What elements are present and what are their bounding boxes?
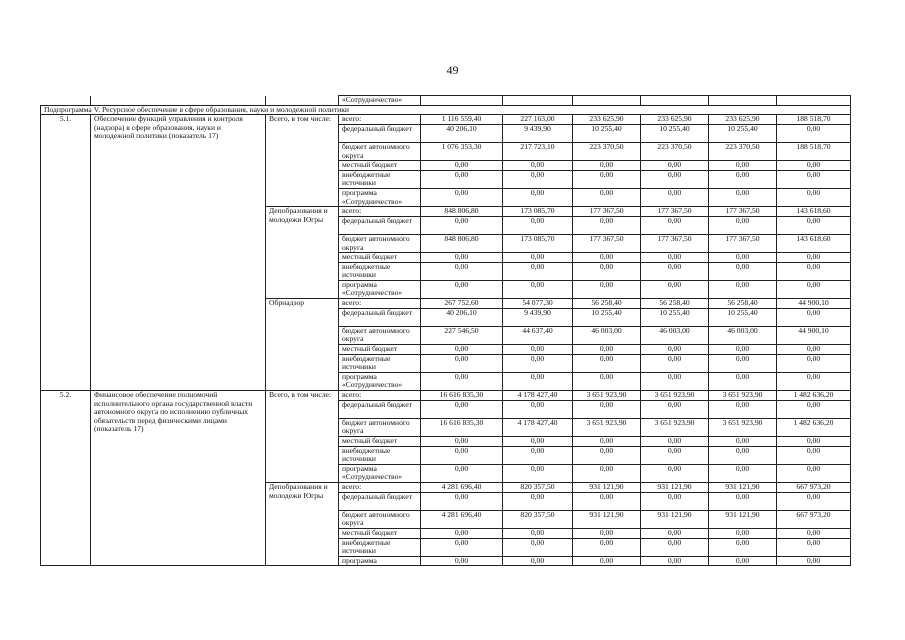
table-row bbox=[41, 115, 851, 125]
value-cell: 16 616 835,30 bbox=[421, 391, 503, 401]
value-cell: 0,00 bbox=[503, 345, 573, 355]
value-cell: 0,00 bbox=[421, 170, 503, 188]
value-cell: 227 546,50 bbox=[421, 326, 503, 344]
category-cell: бюджет автономного округа bbox=[339, 510, 421, 528]
value-cell: 3 651 923,90 bbox=[573, 391, 641, 401]
value-cell: 0,00 bbox=[777, 372, 851, 390]
value-cell: 0,00 bbox=[573, 354, 641, 372]
value-cell: 0,00 bbox=[503, 216, 573, 234]
value-cell: 0,00 bbox=[503, 464, 573, 482]
value-cell: 56 258,40 bbox=[641, 299, 709, 309]
category-cell: внебюджетные источники bbox=[339, 262, 421, 280]
value-cell: 4 178 427,40 bbox=[503, 391, 573, 401]
value-cell: 0,00 bbox=[641, 354, 709, 372]
category-cell: местный бюджет bbox=[339, 436, 421, 446]
value-cell: 10 255,40 bbox=[641, 308, 709, 326]
value-cell: 44 637,40 bbox=[503, 326, 573, 344]
value-cell: 267 752,60 bbox=[421, 299, 503, 309]
value-cell: 3 651 923,90 bbox=[709, 391, 777, 401]
value-cell: 0,00 bbox=[777, 161, 851, 171]
value-cell: 0,00 bbox=[777, 464, 851, 482]
value-cell: 0,00 bbox=[573, 253, 641, 263]
value-cell: 173 085,70 bbox=[503, 234, 573, 252]
category-cell: внебюджетные источники bbox=[339, 446, 421, 464]
value-cell: 0,00 bbox=[641, 280, 709, 298]
value-cell: 0,00 bbox=[573, 538, 641, 556]
value-cell: 177 367,50 bbox=[573, 234, 641, 252]
executor-cell: Обрнадзор bbox=[266, 299, 339, 391]
table-row bbox=[41, 96, 851, 106]
value-cell: 931 121,90 bbox=[709, 510, 777, 528]
value-cell: 1 116 559,40 bbox=[421, 115, 503, 125]
value-cell: 0,00 bbox=[709, 262, 777, 280]
category-cell: бюджет автономного округа bbox=[339, 142, 421, 160]
value-cell: 217 723,10 bbox=[503, 142, 573, 160]
value-cell: 1 482 636,20 bbox=[777, 418, 851, 436]
value-cell: 10 255,40 bbox=[641, 124, 709, 142]
value-cell: 9 439,90 bbox=[503, 124, 573, 142]
value-cell: 0,00 bbox=[709, 556, 777, 566]
value-cell: 0,00 bbox=[421, 436, 503, 446]
value-cell: 931 121,90 bbox=[709, 482, 777, 492]
value-cell: 10 255,40 bbox=[573, 308, 641, 326]
value-cell: 0,00 bbox=[777, 436, 851, 446]
section-number: 5.2. bbox=[41, 391, 91, 566]
value-cell: 667 973,20 bbox=[777, 510, 851, 528]
table-row bbox=[41, 391, 851, 401]
value-cell: 0,00 bbox=[777, 400, 851, 418]
value-cell: 233 625,90 bbox=[641, 115, 709, 125]
value-cell: 0,00 bbox=[573, 161, 641, 171]
value-cell: 10 255,40 bbox=[573, 124, 641, 142]
value-cell: 4 178 427,40 bbox=[503, 418, 573, 436]
value-cell: 40 206,10 bbox=[421, 124, 503, 142]
value-cell: 0,00 bbox=[709, 354, 777, 372]
value-cell: 0,00 bbox=[421, 262, 503, 280]
value-cell: 0,00 bbox=[709, 492, 777, 510]
category-cell: федеральный бюджет bbox=[339, 124, 421, 142]
category-cell: программа «Сотрудничество» bbox=[339, 372, 421, 390]
value-cell: 0,00 bbox=[503, 538, 573, 556]
value-cell: 233 625,90 bbox=[573, 115, 641, 125]
section-number: 5.1. bbox=[41, 115, 91, 391]
value-cell: 1 482 636,20 bbox=[777, 391, 851, 401]
value-cell: 0,00 bbox=[641, 345, 709, 355]
value-cell: 46 003,00 bbox=[641, 326, 709, 344]
value-cell: 0,00 bbox=[573, 170, 641, 188]
value-cell: 0,00 bbox=[709, 372, 777, 390]
category-cell: внебюджетные источники bbox=[339, 354, 421, 372]
value-cell: 848 806,80 bbox=[421, 207, 503, 217]
value-cell: 0,00 bbox=[421, 446, 503, 464]
executor-cell: Депобразования и молодежи Югры bbox=[266, 207, 339, 299]
category-cell: программа «Сотрудничество» bbox=[339, 464, 421, 482]
value-cell: 0,00 bbox=[709, 345, 777, 355]
value-cell: 10 255,40 bbox=[709, 308, 777, 326]
value-cell: 0,00 bbox=[503, 170, 573, 188]
executor-cell: Всего, в том числе: bbox=[266, 115, 339, 207]
value-cell: 0,00 bbox=[709, 161, 777, 171]
value-cell: 0,00 bbox=[503, 372, 573, 390]
value-cell: 0,00 bbox=[777, 528, 851, 538]
category-cell: федеральный бюджет bbox=[339, 400, 421, 418]
value-cell: 931 121,90 bbox=[573, 482, 641, 492]
value-cell: 0,00 bbox=[709, 280, 777, 298]
value-cell: 0,00 bbox=[777, 262, 851, 280]
value-cell: 931 121,90 bbox=[573, 510, 641, 528]
value-cell: 0,00 bbox=[421, 216, 503, 234]
value-cell: 0,00 bbox=[641, 262, 709, 280]
category-cell: бюджет автономного округа bbox=[339, 326, 421, 344]
value-cell: 0,00 bbox=[641, 253, 709, 263]
value-cell: 0,00 bbox=[503, 188, 573, 206]
value-cell: 0,00 bbox=[777, 446, 851, 464]
value-cell: 223 370,50 bbox=[641, 142, 709, 160]
value-cell: 0,00 bbox=[709, 464, 777, 482]
value-cell: 0,00 bbox=[421, 253, 503, 263]
category-cell: всего: bbox=[339, 207, 421, 217]
value-cell: 0,00 bbox=[641, 538, 709, 556]
value-cell: 143 618,60 bbox=[777, 207, 851, 217]
value-cell: 0,00 bbox=[641, 161, 709, 171]
value-cell: 4 281 696,40 bbox=[421, 482, 503, 492]
value-cell: 0,00 bbox=[421, 538, 503, 556]
value-cell: 56 258,40 bbox=[709, 299, 777, 309]
value-cell: 3 651 923,90 bbox=[641, 418, 709, 436]
table-body bbox=[41, 96, 851, 566]
value-cell: 0,00 bbox=[641, 372, 709, 390]
value-cell: 40 206,10 bbox=[421, 308, 503, 326]
value-cell: 0,00 bbox=[641, 400, 709, 418]
value-cell: 0,00 bbox=[709, 216, 777, 234]
value-cell: 0,00 bbox=[777, 345, 851, 355]
category-cell: федеральный бюджет bbox=[339, 308, 421, 326]
value-cell: 0,00 bbox=[503, 354, 573, 372]
value-cell: 223 370,50 bbox=[709, 142, 777, 160]
value-cell: 4 281 696,40 bbox=[421, 510, 503, 528]
value-cell: 0,00 bbox=[641, 446, 709, 464]
value-cell: 9 439,90 bbox=[503, 308, 573, 326]
value-cell: 3 651 923,90 bbox=[641, 391, 709, 401]
value-cell: 143 618,60 bbox=[777, 234, 851, 252]
value-cell: 0,00 bbox=[421, 528, 503, 538]
value-cell: 0,00 bbox=[777, 556, 851, 566]
value-cell: 0,00 bbox=[777, 354, 851, 372]
category-cell: местный бюджет bbox=[339, 161, 421, 171]
value-cell: 0,00 bbox=[573, 436, 641, 446]
category-cell: внебюджетные источники bbox=[339, 538, 421, 556]
value-cell: 0,00 bbox=[421, 354, 503, 372]
category-cell: федеральный бюджет bbox=[339, 492, 421, 510]
value-cell: 44 900,10 bbox=[777, 299, 851, 309]
category-cell: бюджет автономного округа bbox=[339, 234, 421, 252]
value-cell: 1 076 353,30 bbox=[421, 142, 503, 160]
value-cell: 0,00 bbox=[777, 170, 851, 188]
value-cell: 0,00 bbox=[503, 161, 573, 171]
value-cell: 0,00 bbox=[777, 188, 851, 206]
category-cell: программа bbox=[339, 556, 421, 566]
page-number: 49 bbox=[446, 63, 459, 77]
budget-table bbox=[40, 95, 851, 566]
value-cell: 46 003,00 bbox=[573, 326, 641, 344]
value-cell: 0,00 bbox=[709, 253, 777, 263]
value-cell: 0,00 bbox=[503, 400, 573, 418]
section-title: Обеспечение функций управления и контроля (надзора) в сфере образования, науки и молодежной политики (показатель 17) bbox=[91, 115, 266, 391]
value-cell: 0,00 bbox=[709, 188, 777, 206]
value-cell: 44 900,10 bbox=[777, 326, 851, 344]
value-cell: 0,00 bbox=[421, 161, 503, 171]
value-cell: 3 651 923,90 bbox=[709, 418, 777, 436]
value-cell: 0,00 bbox=[421, 492, 503, 510]
category-cell: «Сотрудничество» bbox=[339, 96, 421, 106]
value-cell: 0,00 bbox=[573, 400, 641, 418]
value-cell: 0,00 bbox=[641, 436, 709, 446]
value-cell: 223 370,50 bbox=[573, 142, 641, 160]
value-cell: 177 367,50 bbox=[641, 207, 709, 217]
value-cell: 0,00 bbox=[777, 216, 851, 234]
category-cell: программа «Сотрудничество» bbox=[339, 280, 421, 298]
value-cell: 46 003,00 bbox=[709, 326, 777, 344]
value-cell: 0,00 bbox=[777, 124, 851, 142]
value-cell: 0,00 bbox=[503, 253, 573, 263]
value-cell: 0,00 bbox=[503, 492, 573, 510]
value-cell: 3 651 923,90 bbox=[573, 418, 641, 436]
value-cell: 0,00 bbox=[503, 528, 573, 538]
value-cell: 0,00 bbox=[503, 262, 573, 280]
category-cell: всего: bbox=[339, 115, 421, 125]
value-cell: 0,00 bbox=[777, 308, 851, 326]
value-cell: 233 625,90 bbox=[709, 115, 777, 125]
value-cell: 0,00 bbox=[503, 436, 573, 446]
value-cell: 0,00 bbox=[573, 372, 641, 390]
value-cell: 0,00 bbox=[777, 253, 851, 263]
value-cell: 0,00 bbox=[641, 464, 709, 482]
value-cell: 0,00 bbox=[573, 345, 641, 355]
value-cell: 0,00 bbox=[573, 446, 641, 464]
value-cell: 227 163,00 bbox=[503, 115, 573, 125]
value-cell: 820 357,50 bbox=[503, 482, 573, 492]
value-cell: 177 367,50 bbox=[641, 234, 709, 252]
value-cell: 0,00 bbox=[573, 188, 641, 206]
value-cell: 0,00 bbox=[709, 436, 777, 446]
value-cell: 0,00 bbox=[573, 464, 641, 482]
value-cell: 0,00 bbox=[573, 216, 641, 234]
value-cell: 188 518,70 bbox=[777, 115, 851, 125]
value-cell: 16 616 835,30 bbox=[421, 418, 503, 436]
category-cell: программа «Сотрудничество» bbox=[339, 188, 421, 206]
section-title: Финансовое обеспечение полномочий исполнительного органа государственной власти автономного округа по исполнению публичных обязательств перед физическими лицами (показатель 17) bbox=[91, 391, 266, 566]
value-cell: 0,00 bbox=[641, 556, 709, 566]
value-cell: 0,00 bbox=[573, 556, 641, 566]
value-cell: 0,00 bbox=[709, 446, 777, 464]
subprogram-title: Подпрограмма V. Ресурсное обеспечение в сфере образования, науки и молодежной политики bbox=[41, 105, 851, 115]
value-cell: 931 121,90 bbox=[641, 482, 709, 492]
value-cell: 0,00 bbox=[573, 492, 641, 510]
value-cell: 0,00 bbox=[777, 280, 851, 298]
value-cell: 0,00 bbox=[503, 280, 573, 298]
value-cell: 10 255,40 bbox=[709, 124, 777, 142]
value-cell: 0,00 bbox=[421, 464, 503, 482]
value-cell: 0,00 bbox=[503, 556, 573, 566]
value-cell: 0,00 bbox=[709, 170, 777, 188]
category-cell: всего: bbox=[339, 482, 421, 492]
category-cell: всего: bbox=[339, 299, 421, 309]
category-cell: местный бюджет bbox=[339, 253, 421, 263]
value-cell: 0,00 bbox=[573, 262, 641, 280]
value-cell: 188 518,70 bbox=[777, 142, 851, 160]
value-cell: 177 367,50 bbox=[709, 234, 777, 252]
value-cell: 0,00 bbox=[503, 446, 573, 464]
value-cell: 0,00 bbox=[421, 372, 503, 390]
category-cell: всего: bbox=[339, 391, 421, 401]
value-cell: 0,00 bbox=[641, 188, 709, 206]
value-cell: 56 258,40 bbox=[573, 299, 641, 309]
executor-cell: Всего, в том числе: bbox=[266, 391, 339, 483]
value-cell: 0,00 bbox=[421, 400, 503, 418]
value-cell: 177 367,50 bbox=[573, 207, 641, 217]
subprogram-row bbox=[41, 105, 851, 115]
value-cell: 0,00 bbox=[709, 538, 777, 556]
value-cell: 0,00 bbox=[421, 188, 503, 206]
value-cell: 931 121,90 bbox=[641, 510, 709, 528]
value-cell: 0,00 bbox=[641, 216, 709, 234]
value-cell: 0,00 bbox=[641, 528, 709, 538]
category-cell: местный бюджет bbox=[339, 528, 421, 538]
value-cell: 0,00 bbox=[709, 400, 777, 418]
value-cell: 0,00 bbox=[709, 528, 777, 538]
value-cell: 0,00 bbox=[641, 492, 709, 510]
category-cell: внебюджетные источники bbox=[339, 170, 421, 188]
value-cell: 54 077,30 bbox=[503, 299, 573, 309]
value-cell: 177 367,50 bbox=[709, 207, 777, 217]
value-cell: 820 357,50 bbox=[503, 510, 573, 528]
value-cell: 0,00 bbox=[573, 528, 641, 538]
value-cell: 0,00 bbox=[573, 280, 641, 298]
category-cell: местный бюджет bbox=[339, 345, 421, 355]
executor-cell: Депобразования и молодежи Югры bbox=[266, 482, 339, 565]
value-cell: 0,00 bbox=[421, 556, 503, 566]
category-cell: бюджет автономного округа bbox=[339, 418, 421, 436]
value-cell: 0,00 bbox=[421, 345, 503, 355]
value-cell: 0,00 bbox=[777, 538, 851, 556]
value-cell: 0,00 bbox=[777, 492, 851, 510]
value-cell: 173 085,70 bbox=[503, 207, 573, 217]
value-cell: 0,00 bbox=[641, 170, 709, 188]
value-cell: 848 806,80 bbox=[421, 234, 503, 252]
value-cell: 667 973,20 bbox=[777, 482, 851, 492]
category-cell: федеральный бюджет bbox=[339, 216, 421, 234]
value-cell: 0,00 bbox=[421, 280, 503, 298]
